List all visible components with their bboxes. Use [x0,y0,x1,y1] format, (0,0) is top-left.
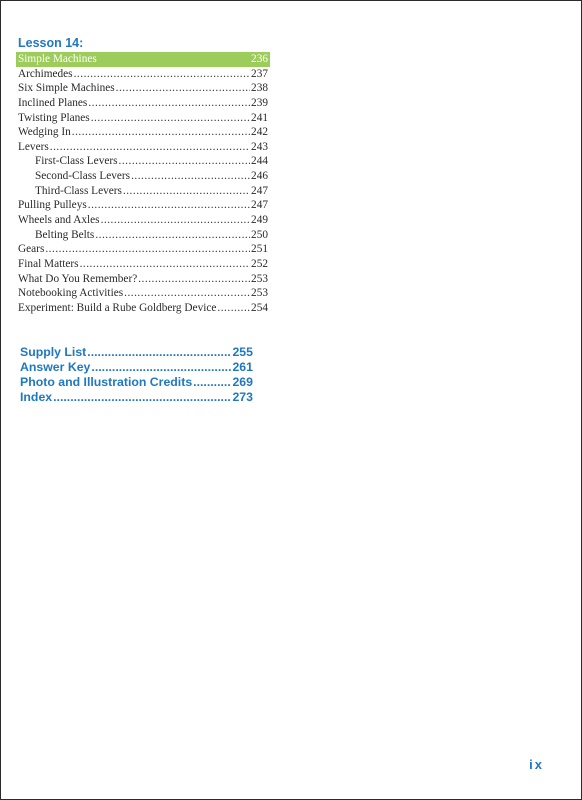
dot-leader [45,242,250,257]
dot-leader [91,360,231,375]
toc-entry-page: 247 [251,184,268,197]
toc-entry-page: 251 [251,243,268,256]
dot-leader [50,140,250,155]
back-matter-label: Supply List [20,345,87,359]
toc-entry-label: Final Matters [18,257,79,270]
toc-entry[interactable] [18,198,268,213]
dot-leader [119,154,251,169]
dot-leader [123,184,250,199]
toc-entry-label: Gears [18,243,45,256]
toc-entry-page: 241 [251,111,268,124]
back-matter-page: 273 [232,390,253,404]
back-matter-entry[interactable] [20,360,253,375]
toc-entry-page: 237 [251,67,268,80]
toc-entry-label: Simple Machines [18,53,97,65]
dot-leader [72,125,250,140]
dot-leader [88,96,250,111]
back-matter-label: Answer Key [20,360,91,374]
toc-entry-label: Experiment: Build a Rube Goldberg Device [18,301,217,314]
back-matter-toc [20,345,253,405]
toc-entry-page: 250 [251,228,268,241]
toc-entry-label: Pulling Pulleys [18,199,87,212]
toc-entry-page: 242 [251,126,268,139]
back-matter-page: 255 [232,345,253,359]
dot-leader [95,228,250,243]
toc-entry[interactable] [18,125,268,140]
dot-leader [116,81,250,96]
toc-entry[interactable] [16,52,270,67]
dot-leader [217,301,250,316]
toc-entry-page: 239 [251,96,268,109]
dot-leader [91,111,250,126]
toc-entry-page: 243 [251,140,268,153]
toc-entry-label: First-Class Levers [35,155,118,168]
toc-entry-page: 246 [251,170,268,183]
toc-entry-page: 238 [251,82,268,95]
dot-leader [138,272,250,287]
back-matter-page: 261 [232,360,253,374]
toc-entry-label: Wheels and Axles [18,214,100,227]
toc-entry[interactable] [18,67,268,82]
toc-entry[interactable] [18,286,268,301]
dot-leader [80,257,250,272]
dot-leader [124,286,250,301]
dot-leader [74,67,250,82]
back-matter-entry[interactable] [20,375,253,390]
back-matter-entry[interactable] [20,390,253,405]
toc-entry[interactable] [18,272,268,287]
toc-entry-label: What Do You Remember? [18,272,138,285]
toc-entry-label: Archimedes [18,67,73,80]
toc-entry-label: Second-Class Levers [35,170,131,183]
toc-entry-page: 253 [251,272,268,285]
toc-entry[interactable] [18,111,268,126]
dot-leader [101,213,250,228]
toc-entry-page: 253 [251,287,268,300]
toc-entry-label: Twisting Planes [18,111,90,124]
toc-entry[interactable] [18,96,268,111]
toc-entry[interactable] [18,301,268,316]
toc-entry[interactable] [18,257,268,272]
toc-subentry[interactable] [18,154,268,169]
toc-entry-page: 252 [251,257,268,270]
back-matter-entry[interactable] [20,345,253,360]
toc-entry[interactable] [18,140,268,155]
toc-subentry[interactable] [18,169,268,184]
toc-entry-page: 236 [251,53,268,65]
dot-leader [131,169,250,184]
toc-entry-label: Notebooking Activities [18,287,124,300]
page-number: ix [529,757,544,772]
toc-entry-label: Levers [18,140,49,153]
lesson-toc [18,36,268,316]
toc-entry-label: Six Simple Machines [18,82,115,95]
toc-entry-page: 254 [251,301,268,314]
toc-entry-page: 249 [251,214,268,227]
back-matter-label: Photo and Illustration Credits [20,375,193,389]
lesson-heading: Lesson 14: [18,36,84,50]
toc-subentry[interactable] [18,228,268,243]
toc-entry-page: 244 [251,155,268,168]
toc-entry-label: Third-Class Levers [35,184,122,197]
back-matter-page: 269 [232,375,253,389]
toc-entry[interactable] [18,213,268,228]
toc-entry[interactable] [18,242,268,257]
toc-entry-label: Inclined Planes [18,96,88,109]
toc-subentry[interactable] [18,184,268,199]
back-matter-label: Index [20,390,53,404]
dot-leader [87,345,231,360]
dot-leader [88,198,250,213]
toc-entry[interactable] [18,81,268,96]
toc-entry-label: Wedging In [18,126,71,139]
toc-entry-page: 247 [251,199,268,212]
toc-entry-label: Belting Belts [35,228,95,241]
dot-leader [53,390,231,405]
dot-leader [193,375,231,390]
